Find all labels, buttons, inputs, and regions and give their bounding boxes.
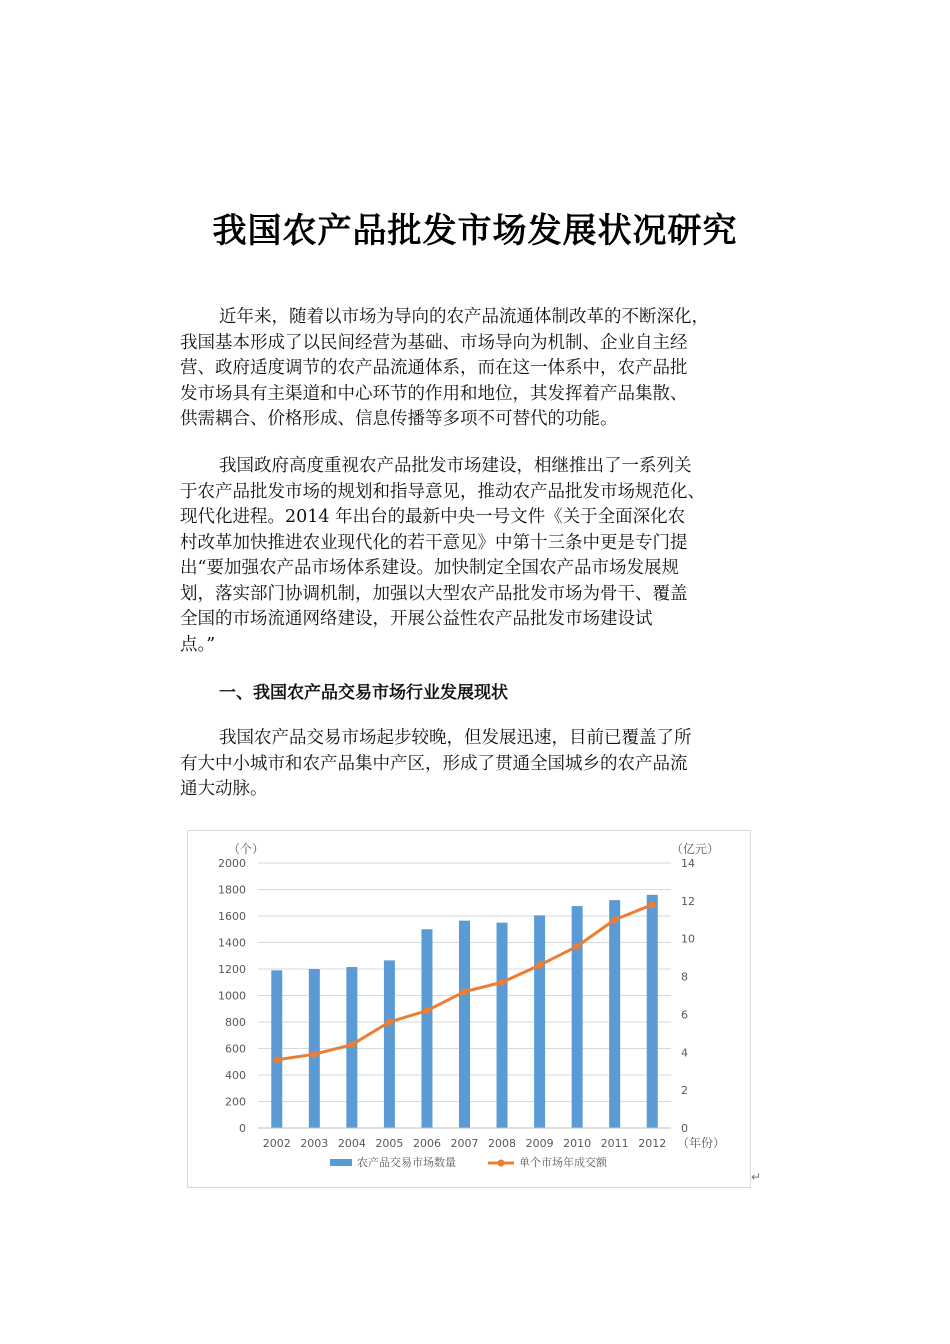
bar	[609, 900, 620, 1128]
text-line: 有大中小城市和农产品集中产区，形成了贯通全国城乡的农产品流	[180, 753, 688, 774]
y-tick-label: 600	[225, 1042, 246, 1056]
x-tick-label: 2006	[412, 1137, 441, 1150]
paragraph-intro	[180, 305, 780, 433]
x-axis-unit: （年份）	[677, 1136, 726, 1150]
y-tick-label: 1800	[218, 883, 246, 897]
y-tick-label: 1600	[218, 910, 246, 923]
legend-label-line: 单个市场年成交额	[519, 1156, 607, 1169]
x-tick-label: 2008	[488, 1137, 517, 1150]
y-tick-label: 800	[225, 1016, 246, 1029]
y2-tick-label: 14	[681, 857, 695, 870]
y-tick-label: 1200	[218, 963, 246, 976]
text-line: 点。”	[180, 634, 216, 655]
y2-tick-label: 2	[681, 1084, 688, 1098]
section-heading: 一、我国农产品交易市场行业发展现状	[219, 683, 508, 703]
bar	[309, 969, 320, 1128]
paragraph-mark: ↵	[751, 1170, 762, 1184]
paragraph-status	[180, 726, 780, 803]
market-chart	[188, 831, 750, 1187]
y2-tick-label: 0	[681, 1122, 688, 1135]
y-tick-label: 0	[239, 1122, 246, 1135]
y-tick-label: 400	[225, 1069, 246, 1082]
y-tick-label: 1000	[218, 989, 246, 1003]
text-line: 通大动脉。	[180, 779, 268, 799]
bar	[572, 906, 583, 1128]
y2-tick-label: 8	[681, 970, 688, 984]
line-point	[386, 1019, 393, 1026]
line-point	[423, 1007, 430, 1014]
y2-tick-label: 12	[681, 894, 695, 908]
x-tick-label: 2011	[600, 1137, 629, 1150]
text-line: 划，落实部门协调机制，加强以大型农产品批发市场为骨干、覆盖	[180, 583, 688, 604]
text-line: 发市场具有主渠道和中心环节的作用和地位，其发挥着产品集散、	[180, 383, 688, 404]
x-tick-label: 2002	[262, 1137, 291, 1150]
y2-tick-label: 4	[681, 1046, 688, 1060]
bar	[421, 929, 432, 1128]
text-line: 于农产品批发市场的规划和指导意见，推动农产品批发市场规范化、	[180, 481, 705, 502]
bar	[271, 970, 282, 1128]
line-point	[348, 1041, 355, 1048]
x-tick-label: 2004	[337, 1137, 366, 1150]
text-line: 供需耦合、价格形成、信息传播等多项不可替代的功能。	[180, 409, 618, 429]
text-line: 我国农产品交易市场起步较晚，但发展迅速，目前已覆盖了所	[219, 728, 692, 748]
x-tick-label: 2010	[563, 1137, 592, 1150]
line-point	[649, 901, 656, 908]
y2-tick-label: 10	[681, 932, 695, 946]
line-point	[273, 1056, 280, 1063]
y2-tick-label: 6	[681, 1008, 688, 1022]
line-point	[499, 979, 506, 986]
line-point	[536, 962, 543, 969]
text-line: 现代化进程。2014 年出台的最新中央一号文件《关于全面深化农	[180, 507, 686, 527]
y-axis-unit: （个）	[228, 842, 265, 856]
bar	[459, 921, 470, 1128]
y-tick-label: 1400	[218, 936, 246, 950]
line-point	[611, 916, 618, 923]
bar	[534, 915, 545, 1128]
legend-marker-line	[498, 1160, 505, 1167]
text-line: 我国基本形成了以民间经营为基础、市场导向为机制、企业自主经	[180, 332, 688, 353]
text-line: 近年来，随着以市场为导向的农产品流通体制改革的不断深化，	[219, 307, 709, 327]
bar	[384, 960, 395, 1128]
y-tick-label: 200	[225, 1095, 246, 1109]
legend-swatch-bar	[330, 1159, 352, 1166]
chart-frame	[187, 830, 751, 1188]
legend-label-bar: 农产品交易市场数量	[357, 1156, 456, 1169]
x-tick-label: 2005	[375, 1137, 404, 1150]
text-line: 村改革加快推进农业现代化的若干意见》中第十三条中更是专门提	[180, 532, 688, 553]
line-point	[574, 943, 581, 950]
line-point	[311, 1051, 318, 1058]
text-line: 我国政府高度重视农产品批发市场建设，相继推出了一系列关	[219, 456, 692, 476]
text-line: 营、政府适度调节的农产品流通体系，而在这一体系中，农产品批	[180, 358, 688, 378]
line-point	[461, 988, 468, 995]
x-tick-label: 2003	[300, 1137, 329, 1150]
document-title: 我国农产品批发市场发展状况研究	[212, 211, 738, 251]
x-tick-label: 2012	[638, 1137, 667, 1150]
text-line: 全国的市场流通网络建设，开展公益性农产品批发市场建设试	[180, 609, 653, 629]
x-tick-label: 2009	[525, 1137, 554, 1150]
paragraph-policy	[180, 454, 780, 658]
y2-axis-unit: （亿元）	[671, 842, 720, 856]
x-tick-label: 2007	[450, 1137, 479, 1150]
text-line: 出“要加强农产品市场体系建设。加快制定全国农产品市场发展规	[180, 558, 679, 578]
bar	[497, 923, 508, 1128]
bar	[647, 895, 658, 1128]
y-tick-label: 2000	[218, 857, 246, 870]
